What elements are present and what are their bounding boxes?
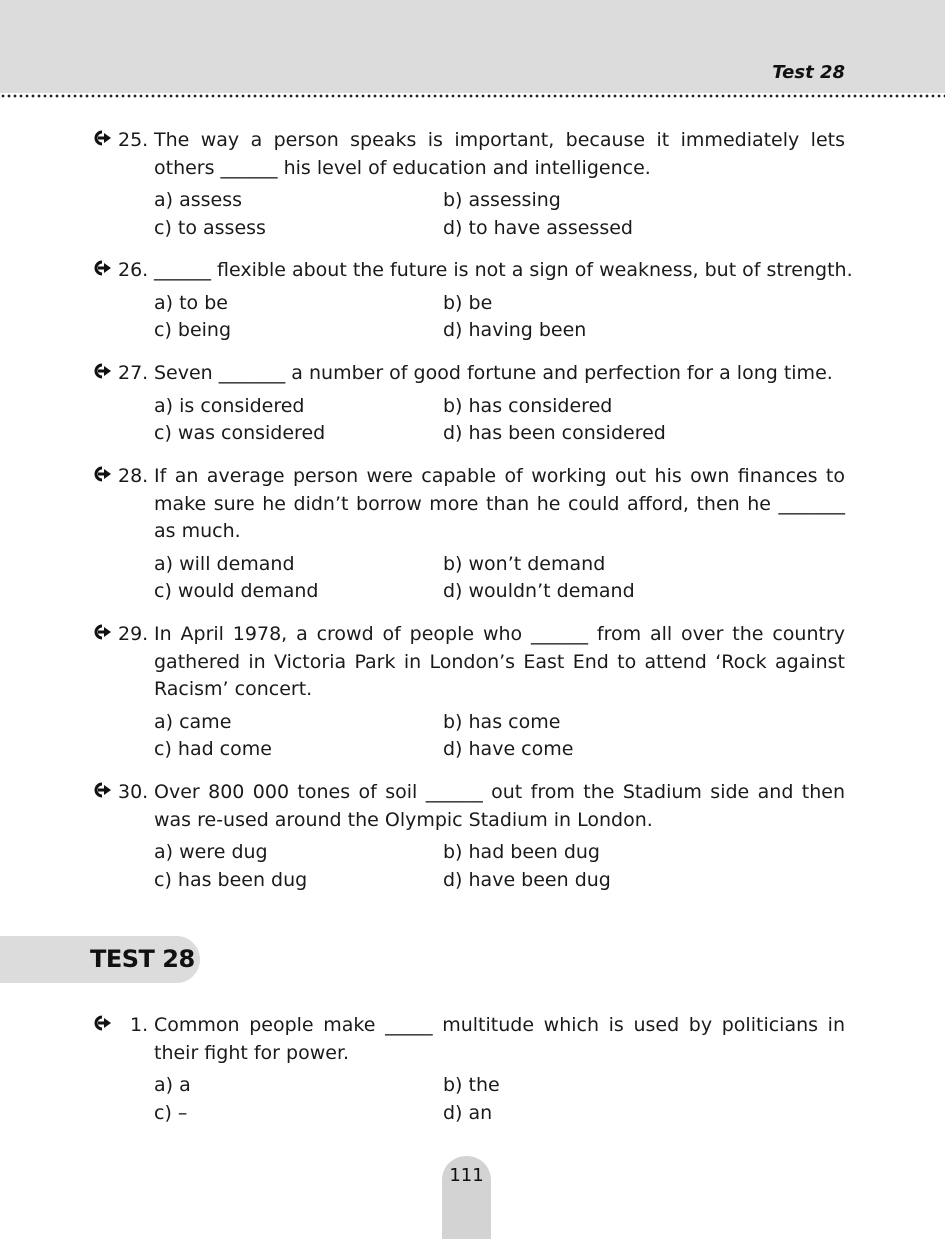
option-b[interactable]: b) the [443, 1074, 500, 1096]
option-a[interactable]: a) a [154, 1074, 191, 1096]
question-text: Over 800 000 tones of soil ______ out from the Stadium side and then was re-used around the Olympic Stadium in London. [154, 781, 845, 831]
option-c[interactable]: c) – [154, 1101, 188, 1124]
option-d[interactable]: d) wouldn’t demand [443, 580, 635, 603]
question-number: 26. [118, 259, 149, 281]
section-title: TEST 28 [90, 945, 195, 973]
question-number: 29. [118, 623, 149, 645]
question-text: Common people make _____ multitude which is used by politicians in their fight for power. [154, 1014, 845, 1064]
option-b[interactable]: b) be [443, 291, 493, 314]
question-number: 27. [118, 362, 149, 384]
question-1 [92, 1012, 845, 1128]
question-number: 1. [130, 1014, 149, 1036]
arrow-bullet-icon [92, 130, 112, 146]
question-29 [92, 621, 845, 764]
question-25 [92, 127, 845, 243]
running-header-title: Test 28 [772, 62, 845, 83]
arrow-bullet-icon [92, 624, 112, 640]
question-text: The way a person speaks is important, because it immediately lets others ______ his level of education and intelligence. [154, 129, 845, 179]
arrow-bullet-icon [92, 363, 112, 379]
option-c[interactable]: c) has been dug [154, 868, 308, 891]
question-27 [92, 360, 845, 448]
option-c[interactable]: c) being [154, 319, 232, 342]
page-number: 111 [449, 1165, 484, 1186]
arrow-bullet-icon [92, 782, 112, 798]
option-a[interactable]: a) will demand [154, 552, 295, 575]
option-d[interactable]: d) have come [443, 738, 574, 761]
option-c[interactable]: c) to assess [154, 216, 266, 239]
option-d[interactable]: d) to have assessed [443, 216, 633, 239]
option-a[interactable]: a) came [154, 710, 232, 733]
option-a[interactable]: a) to be [154, 291, 228, 314]
option-a[interactable]: a) were dug [154, 841, 268, 863]
arrow-bullet-icon [92, 466, 112, 482]
answer-options [154, 290, 845, 346]
answer-options [154, 551, 845, 607]
option-c[interactable]: c) was considered [154, 422, 326, 445]
question-text: ______ flexible about the future is not a sign of weakness, but of strength. [154, 259, 853, 281]
page-number-tab [442, 1156, 491, 1239]
header-band [0, 0, 945, 93]
answer-options [154, 1072, 845, 1128]
option-b[interactable]: b) has come [443, 710, 561, 733]
option-b[interactable]: b) won’t demand [443, 552, 606, 575]
question-26 [92, 257, 853, 345]
question-30 [92, 779, 845, 895]
option-a[interactable]: a) assess [154, 189, 243, 211]
answer-options [154, 709, 845, 765]
question-28 [92, 463, 845, 606]
option-b[interactable]: b) has considered [443, 394, 613, 417]
question-text: If an average person were capable of working out his own finances to make sure he didn’t borrow more than he could afford, then he _______ as much. [154, 465, 845, 542]
section-tab [0, 936, 200, 983]
dotted-divider [0, 94, 945, 98]
question-text: Seven _______ a number of good fortune and perfection for a long time. [154, 362, 833, 384]
question-number: 30. [118, 781, 149, 803]
answer-options [154, 187, 845, 243]
option-b[interactable]: b) had been dug [443, 841, 600, 863]
question-text: In April 1978, a crowd of people who ______ from all over the country gathered in Victoria Park in London’s East End to attend ‘Rock against Racism’ concert. [154, 623, 845, 700]
option-a[interactable]: a) is considered [154, 394, 305, 417]
option-d[interactable]: d) an [443, 1101, 493, 1124]
option-d[interactable]: d) has been considered [443, 422, 666, 445]
option-c[interactable]: c) would demand [154, 580, 319, 603]
answer-options [154, 839, 845, 895]
option-d[interactable]: d) have been dug [443, 868, 611, 891]
answer-options [154, 393, 845, 449]
question-number: 25. [118, 129, 149, 151]
option-b[interactable]: b) assessing [443, 189, 561, 211]
option-c[interactable]: c) had come [154, 738, 272, 761]
arrow-bullet-icon [92, 1015, 112, 1031]
question-number: 28. [118, 465, 149, 487]
option-d[interactable]: d) having been [443, 319, 587, 342]
arrow-bullet-icon [92, 260, 112, 276]
